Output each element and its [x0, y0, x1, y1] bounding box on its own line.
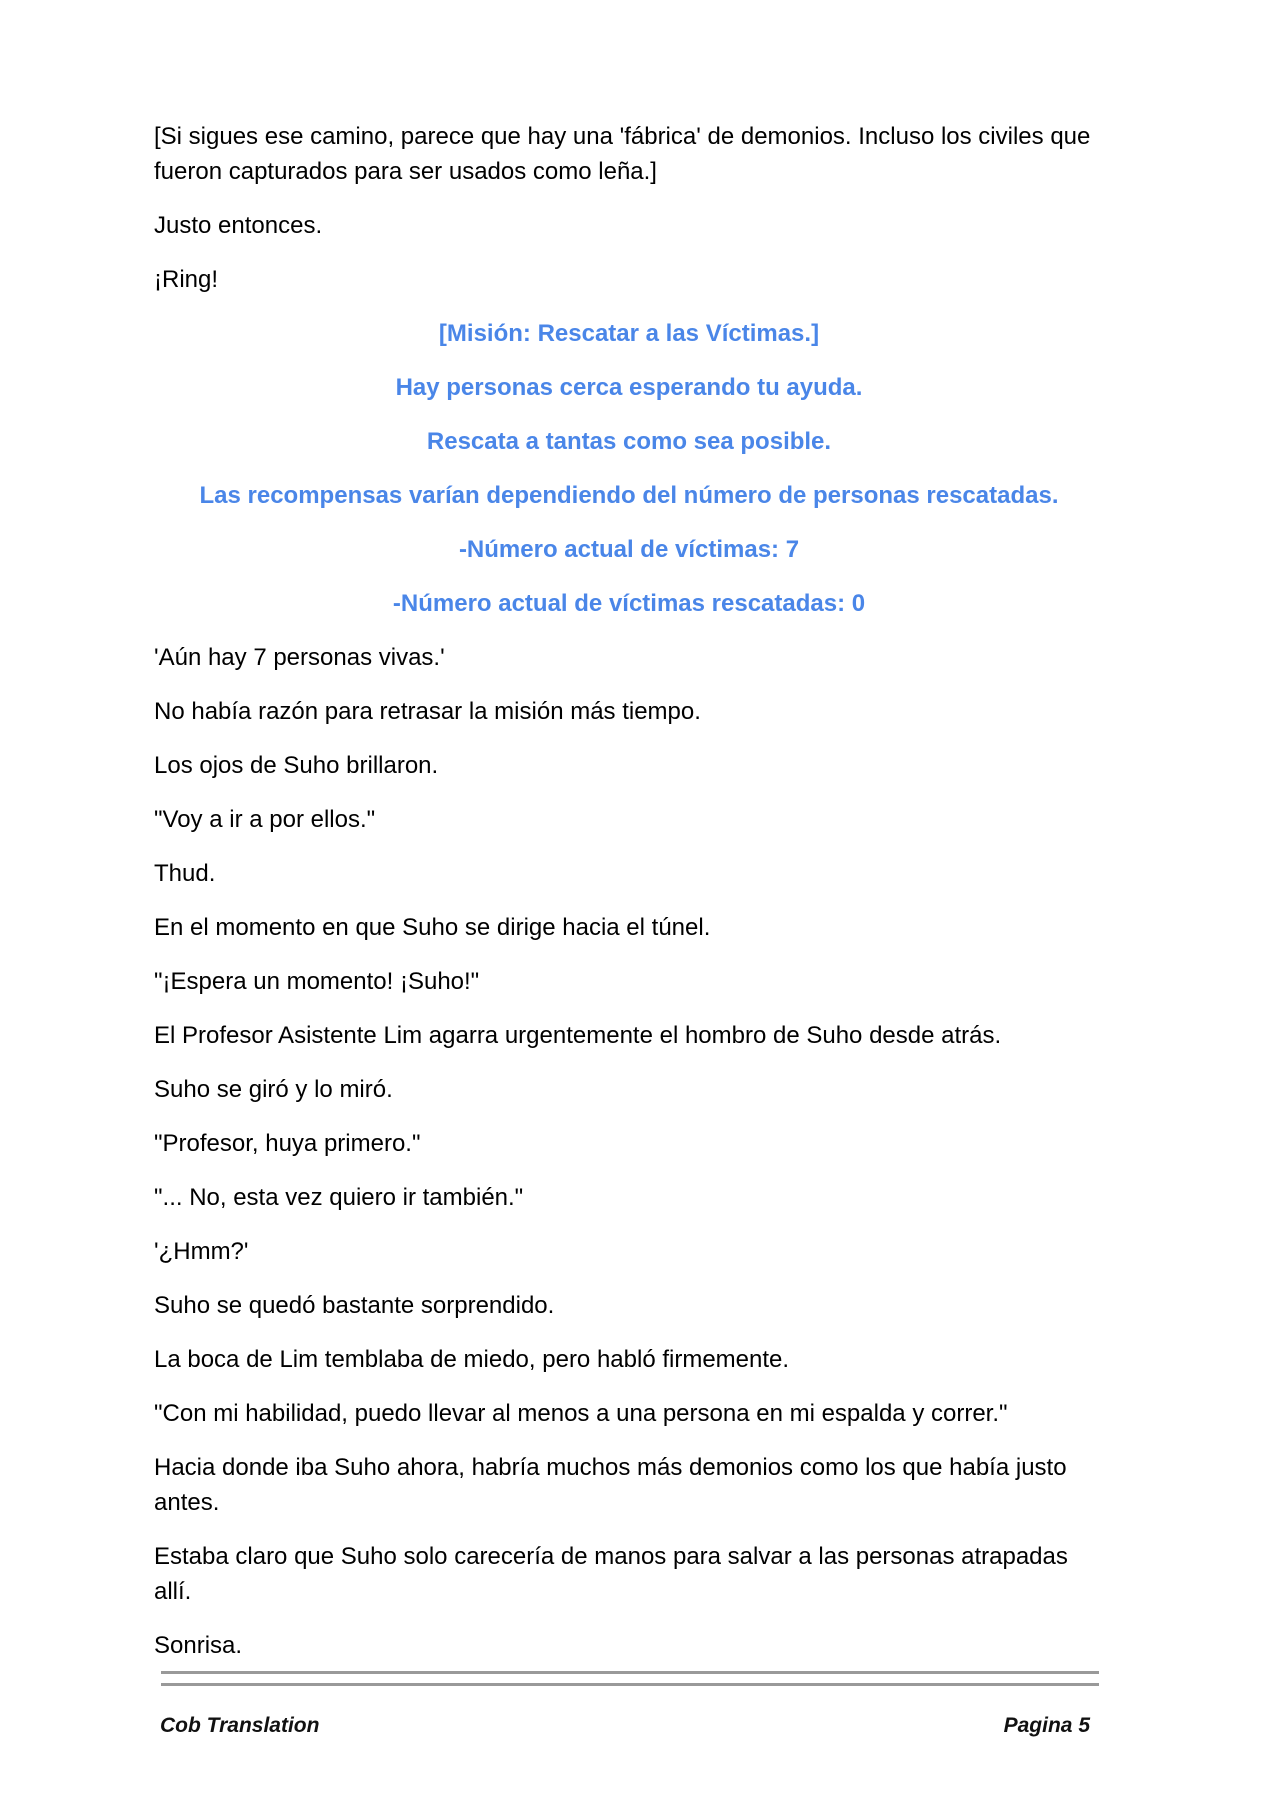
paragraph: Los ojos de Suho brillaron. [154, 752, 439, 779]
system-message: Las recompensas varían dependiendo del número de personas rescatadas. [199, 482, 1059, 509]
paragraph: Sonrisa. [154, 1632, 243, 1659]
paragraph: El Profesor Asistente Lim agarra urgentemente el hombro de Suho desde atrás. [154, 1022, 1002, 1049]
paragraph: Suho se giró y lo miró. [154, 1076, 393, 1103]
footer-divider-top [161, 1671, 1099, 1674]
paragraph: 'Aún hay 7 personas vivas.' [154, 644, 445, 671]
paragraph: '¿Hmm?' [154, 1238, 249, 1265]
paragraph: "¡Espera un momento! ¡Suho!" [154, 968, 480, 995]
paragraph: "Profesor, huya primero." [154, 1130, 421, 1157]
footer-publisher: Cob Translation [160, 1714, 320, 1737]
system-message: [Misión: Rescatar a las Víctimas.] [438, 320, 820, 347]
paragraph: Hacia donde iba Suho ahora, habría muchos más demonios como los que había justo antes. [154, 1454, 1067, 1516]
document-body [154, 119, 1104, 1682]
paragraph: Suho se quedó bastante sorprendido. [154, 1292, 555, 1319]
paragraph: No había razón para retrasar la misión más tiempo. [154, 698, 701, 725]
paragraph: "... No, esta vez quiero ir también." [154, 1184, 524, 1211]
paragraph: En el momento en que Suho se dirige hacia el túnel. [154, 914, 711, 941]
paragraph: "Voy a ir a por ellos." [154, 806, 376, 833]
paragraph: [Si sigues ese camino, parece que hay una 'fábrica' de demonios. Incluso los civiles que fueron capturados para ser usados como leña.] [154, 123, 1091, 185]
footer-page-number: Pagina 5 [1003, 1714, 1090, 1737]
paragraph: Estaba claro que Suho solo carecería de manos para salvar a las personas atrapadas allí. [154, 1543, 1068, 1605]
system-message: Rescata a tantas como sea posible. [426, 428, 832, 455]
paragraph: Thud. [154, 860, 216, 887]
paragraph: Justo entonces. [154, 212, 323, 239]
paragraph: "Con mi habilidad, puedo llevar al menos a una persona en mi espalda y correr." [154, 1400, 1008, 1427]
footer-divider-bottom [161, 1683, 1099, 1686]
system-message: -Número actual de víctimas rescatadas: 0 [392, 590, 866, 617]
paragraph: ¡Ring! [154, 266, 219, 293]
paragraph: La boca de Lim temblaba de miedo, pero habló firmemente. [154, 1346, 790, 1373]
system-message: -Número actual de víctimas: 7 [458, 536, 800, 563]
system-message: Hay personas cerca esperando tu ayuda. [395, 374, 863, 401]
